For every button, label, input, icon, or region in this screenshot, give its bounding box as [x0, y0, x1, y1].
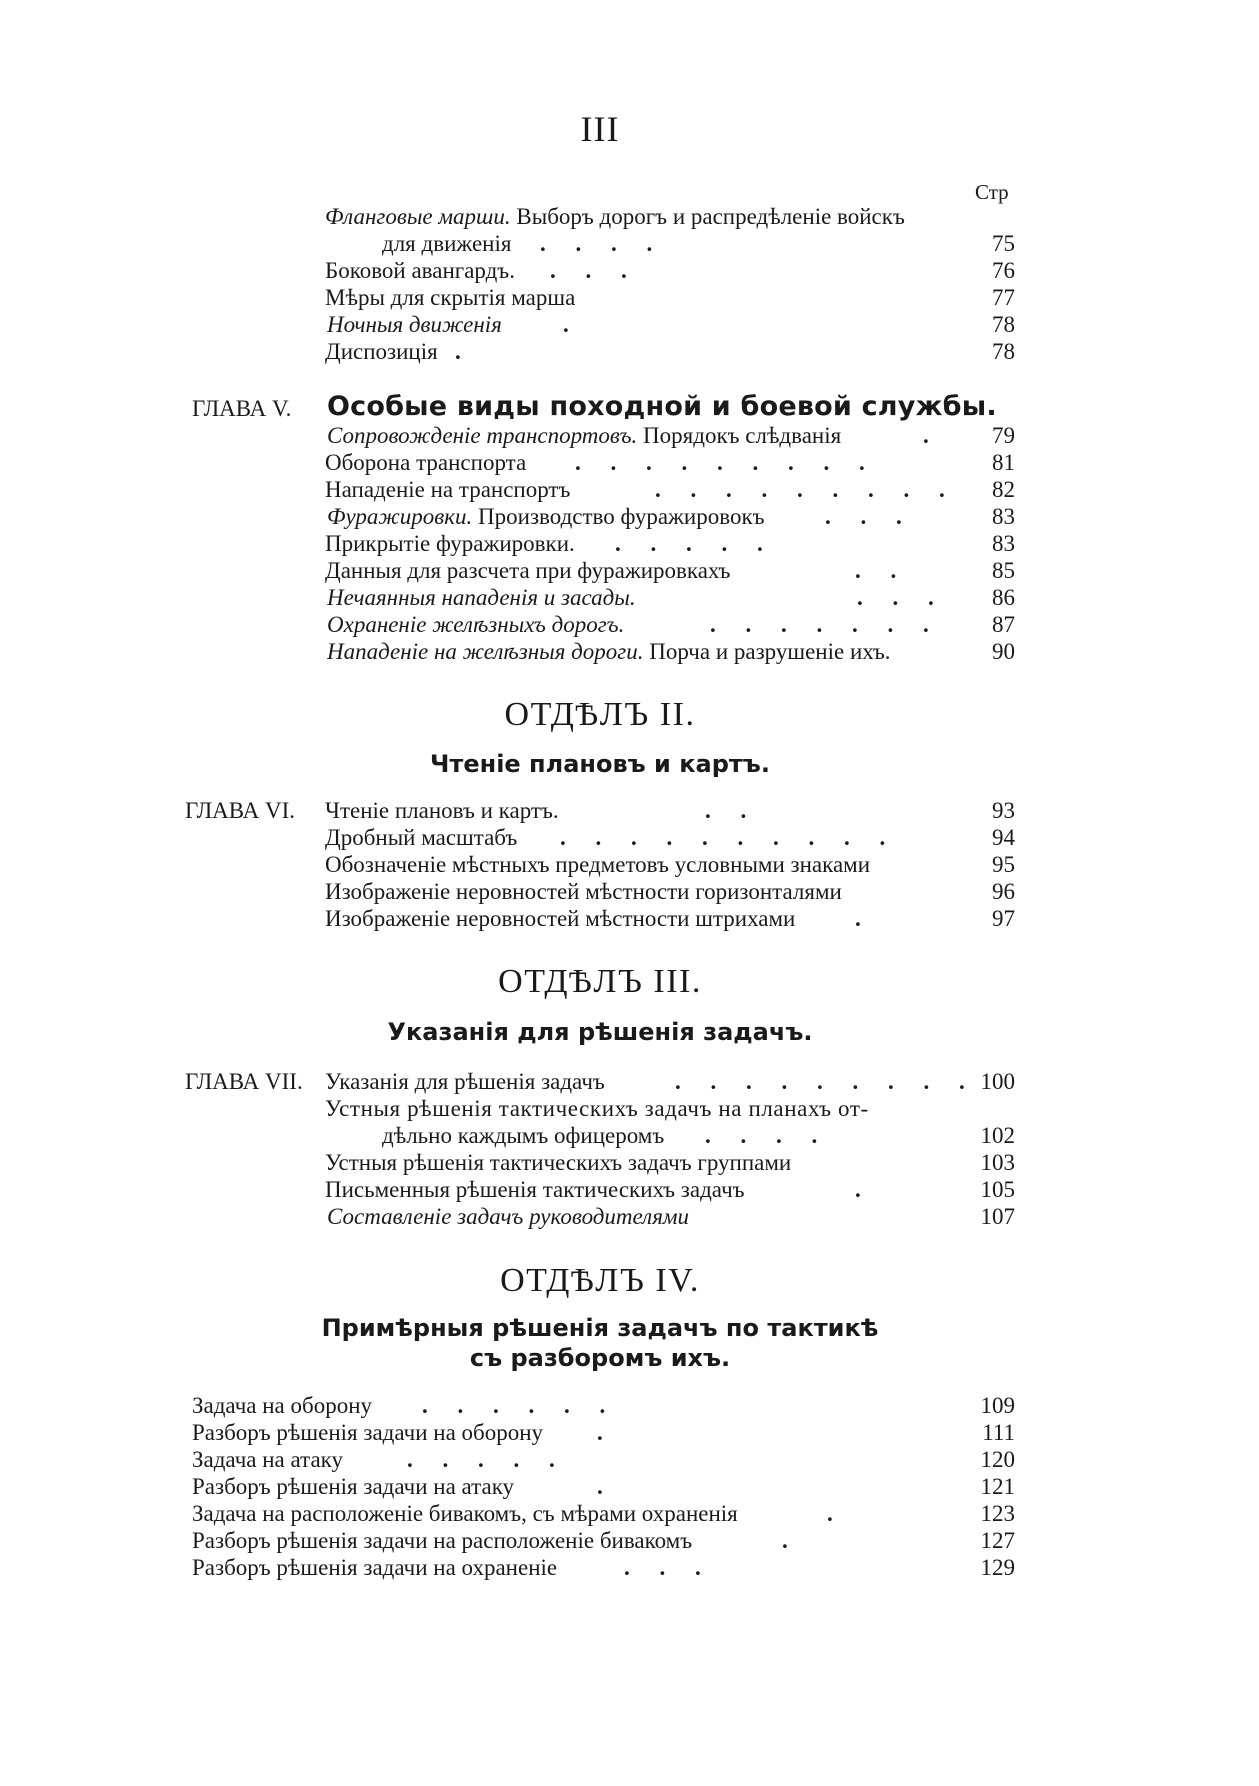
toc-entry[interactable]: Оборона транспорта . . . . . . . . . 81 [325, 450, 1015, 475]
toc-entry[interactable]: Разборъ рѣшенія задачи на атаку . 121 [192, 1474, 1015, 1499]
section-subtitle: Чтеніе плановъ и картъ. [430, 750, 770, 778]
toc-entry[interactable]: Разборъ рѣшенія задачи на оборону . 111 [192, 1420, 1015, 1445]
toc-entry[interactable]: Задача на атаку . . . . . 120 [192, 1447, 1015, 1472]
toc-entry[interactable]: Мѣры для скрытія марша 77 [325, 285, 1015, 310]
toc-entry[interactable]: Устныя рѣшенія тактическихъ задачъ группами 103 [325, 1150, 1015, 1175]
toc-entry[interactable]: Охраненіе желѣзныхъ дорогъ. . . . . . . . 87 [327, 612, 1015, 637]
chapter-label: ГЛАВА VI. [185, 798, 296, 823]
toc-entry[interactable]: Изображеніе неровностей мѣстности горизонталями 96 [325, 879, 1015, 904]
toc-entry[interactable]: Нападеніе на желѣзныя дороги. Порча и разрушеніе ихъ. 90 [327, 639, 1015, 664]
toc-entry[interactable]: Разборъ рѣшенія задачи на расположеніе бивакомъ . 127 [192, 1528, 1015, 1553]
toc-entry[interactable]: Данныя для разсчета при фуражировкахъ . . 85 [325, 558, 1015, 583]
section-title: ОТДѢЛЪ III. [498, 963, 702, 1000]
toc-entry[interactable]: Составленіе задачъ руководителями 107 [327, 1204, 1015, 1229]
toc-entry[interactable]: дѣльно каждымъ офицеромъ . . . . 102 [382, 1123, 1015, 1148]
toc-entry[interactable]: Сопровожденіе транспортовъ. Порядокъ слѣдванія . 79 [327, 423, 1015, 448]
toc-entry[interactable]: Задача на расположеніе бивакомъ, съ мѣрами охраненія . 123 [192, 1501, 1015, 1526]
chapter-label: ГЛАВА V. [192, 396, 292, 421]
section-title: ОТДѢЛЪ IV. [500, 1262, 700, 1299]
toc-entry[interactable]: Письменныя рѣшенія тактическихъ задачъ . 105 [325, 1177, 1015, 1202]
section-subtitle: Указанія для рѣшенія задачъ. [387, 1018, 813, 1046]
toc-entry[interactable]: для движенія . . . . 75 [382, 231, 1015, 256]
toc-entry[interactable]: Нападеніе на транспортъ . . . . . . . . . 82 [325, 477, 1015, 502]
toc-entry[interactable]: Боковой авангардъ. . . . 76 [325, 258, 1015, 283]
section-subtitle-line2: съ разборомъ ихъ. [469, 1344, 731, 1372]
toc-entry[interactable]: Фланговые марши. Выборъ дорогъ и распредѣленіе войскъ [325, 204, 905, 229]
toc-entry[interactable]: Указанія для рѣшенія задачъ . . . . . . . . . 100 [325, 1069, 1015, 1094]
toc-entry[interactable]: Прикрытіе фуражировки. . . . . . 83 [325, 531, 1015, 556]
chapter-title: Особые виды походной и боевой службы. [327, 391, 997, 422]
toc-entry[interactable]: Чтеніе плановъ и картъ. . . 93 [325, 798, 1015, 823]
toc-entry[interactable]: Обозначеніе мѣстныхъ предметовъ условными знаками 95 [325, 852, 1015, 877]
toc-entry[interactable]: Нечаянныя нападенія и засады. . . . 86 [327, 585, 1015, 610]
toc-entry[interactable]: Диспозиція . 78 [325, 339, 1015, 364]
toc-entry[interactable]: Фуражировки. Производство фуражировокъ . . . 83 [327, 504, 1015, 529]
toc-entry[interactable]: Задача на оборону . . . . . . 109 [192, 1393, 1015, 1418]
toc-entry[interactable]: Изображеніе неровностей мѣстности штрихами . 97 [325, 906, 1015, 931]
section-subtitle: Примѣрныя рѣшенія задачъ по тактикѣ [321, 1314, 879, 1342]
toc-entry[interactable]: Разборъ рѣшенія задачи на охраненіе . . . 129 [192, 1555, 1015, 1580]
toc-entry[interactable]: Устныя рѣшенія тактическихъ задачъ на планахъ от- [325, 1096, 869, 1121]
chapter-label: ГЛАВА VII. [185, 1069, 303, 1094]
toc-entry[interactable]: Дробный масштабъ . . . . . . . . . . 94 [325, 825, 1015, 850]
toc-entry[interactable]: Ночныя движенія . 78 [327, 312, 1015, 337]
page-number: III [580, 109, 620, 149]
section-title: ОТДѢЛЪ II. [504, 696, 696, 733]
page-column-header: Стр [975, 180, 1009, 204]
